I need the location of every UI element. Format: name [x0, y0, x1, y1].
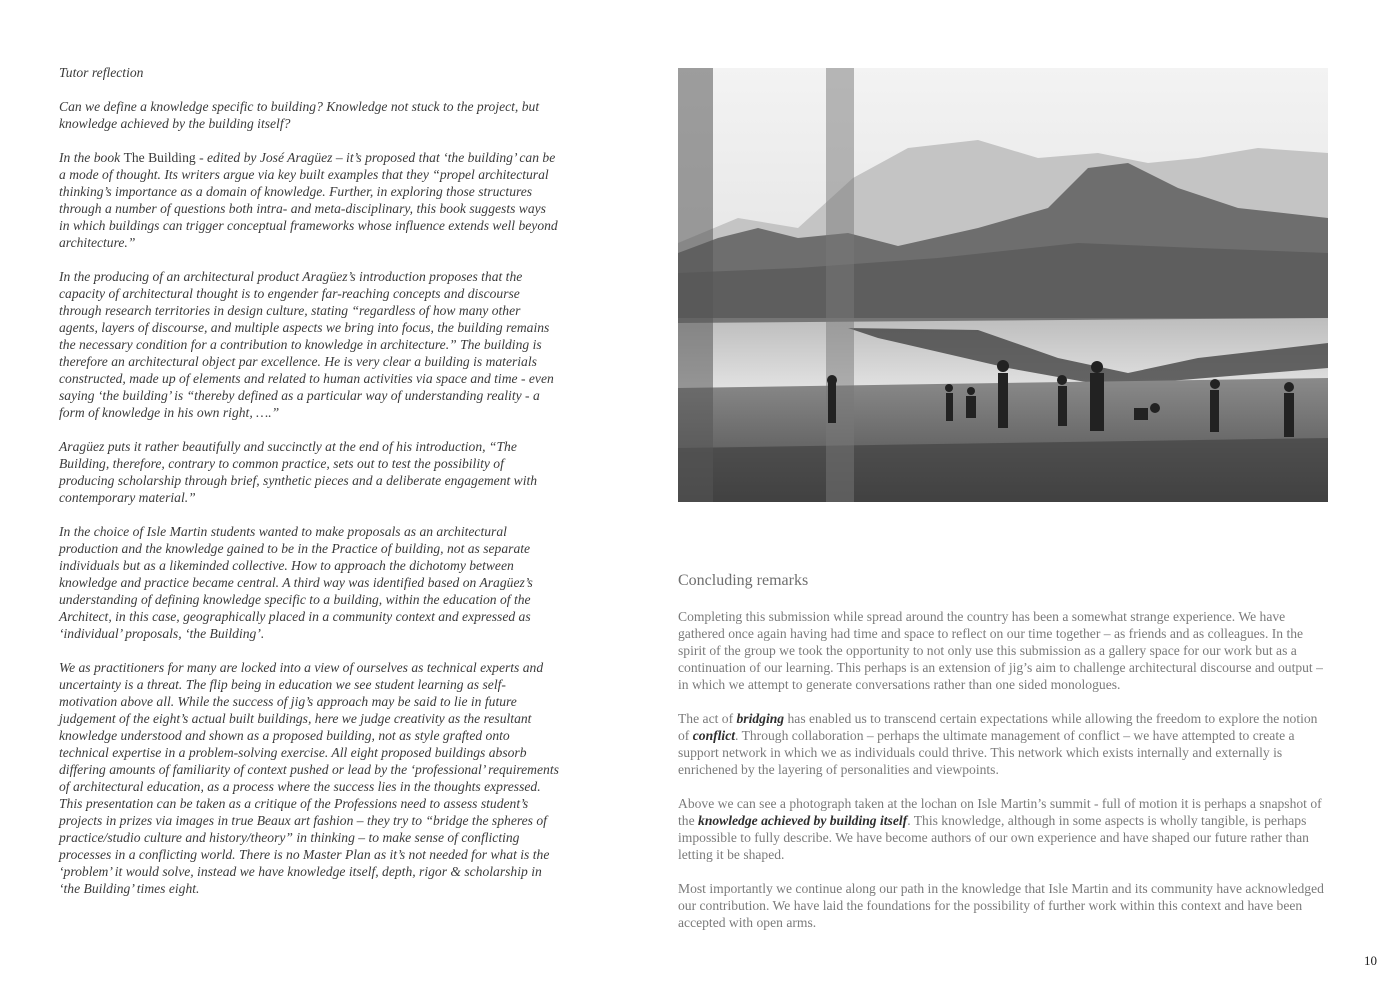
- concluding-paragraph-4: Most importantly we continue along our path in the knowledge that Isle Martin and its community have acknowledged our contribution. We have laid the foundations for the possibility of further work within this context and have been accepted with open arms.: [678, 881, 1324, 930]
- tutor-paragraph-6: We as practitioners for many are locked into a view of ourselves as technical experts and uncertainty is a threat. The flip being in education we see student learning as self-motivation above all. While the success of jig’s approach may be said to lie in future judgement of the eight’s actual built buildings, here we judge creativity as the resultant knowledge understood and shown as a proposed building, not as style grafted onto technical expertise in a problem-solving exercise. All eight proposed buildings absorb differing amounts of familiarity of context pushed or lead by the ‘professional’ requirements of architectural education, as a process where the success lies in the thoughts expressed. This presentation can be taken as a critique of the Professions need to assess student’s projects in prizes via images in true Beaux art fashion – they try to “bridge the spheres of practice/studio culture and history/theory” in thinking – to make sense of conflicting processes in a conflicting world. There is no Master Plan as it’s not needed for what is the ‘problem’ it would solve, instead we have knowledge itself, depth, rigor & scholarship in ‘the Building’ times eight.: [59, 660, 559, 896]
- concluding-paragraph-2-part-c: has enabled us to transcend certain expectations while allowing the freedom to explore the notion of: [678, 711, 1318, 743]
- tutor-paragraph-2-rest: - edited by José Aragüez – it’s proposed that ‘the building’ can be a mode of thought. Its writers argue via key built examples that they “propel architectural thinking’s importance as a domain of knowledge. Further, in exploring those structures through a number of questions both intra- and meta-disciplinary, this book suggests ways in which buildings can trigger conceptual frameworks whose influence extends well beyond architecture.”: [59, 150, 558, 250]
- concluding-paragraph-2: [678, 710, 1330, 778]
- concluding-paragraph-3-part-c: . This knowledge, although in some aspects is wholly tangible, is perhaps impossible to fully describe. We have become authors of our own experience and have shaped our future rather than letting it be shaped.: [678, 813, 1309, 862]
- tutor-paragraph-1: Can we define a knowledge specific to building? Knowledge not stuck to the project, but knowledge achieved by the building itself?: [59, 99, 540, 131]
- bridging-emphasis: bridging: [736, 711, 785, 726]
- knowledge-emphasis: knowledge achieved by building itself: [698, 813, 908, 828]
- lochan-group-photograph: [678, 68, 1328, 502]
- tutor-paragraph-2: [59, 149, 559, 251]
- tutor-paragraph-2-intro: In the book: [59, 150, 124, 165]
- concluding-paragraph-3-part-a: Above we can see a photograph taken at the lochan on Isle Martin’s summit - full of motion it is perhaps a snapshot of the: [678, 796, 1322, 828]
- concluding-remarks-heading: Concluding remarks: [678, 572, 809, 589]
- photo-illustration: [678, 68, 1328, 502]
- concluding-paragraph-2-part-e: . Through collaboration – perhaps the ultimate management of conflict – we have attempted to create a support network in which we as individuals could thrive. This network which exists internally and externally is enrichened by the layering of personalities and viewpoints.: [678, 728, 1295, 777]
- concluding-paragraph-1: Completing this submission while spread around the country has been a somewhat strange experience. We have gathered once again having had time and space to reflect on our time together – as friends and as colleagues. In the spirit of the group we took the opportunity to not only use this submission as a gallery space for our work but as a continuation of our learning. This perhaps is an extension of jig’s aim to challenge architectural discourse and output – in which we attempt to generate conversations rather than one sided monologues.: [678, 609, 1323, 692]
- conflict-emphasis: conflict: [692, 728, 736, 743]
- concluding-paragraph-3: [678, 795, 1330, 863]
- tutor-reflection-heading: Tutor reflection: [59, 65, 144, 80]
- concluding-paragraph-2-part-a: The act of: [678, 711, 737, 726]
- page-number: 10: [1364, 953, 1377, 968]
- tutor-reflection-column: [59, 64, 559, 914]
- tutor-paragraph-3: In the producing of an architectural product Aragüez’s introduction proposes that the capacity of architectural thought is to engender far-reaching concepts and discourse through research territories in design culture, stating “regardless of how many other agents, layers of discourse, and multiple aspects we bring into focus, the building remains the necessary condition for a contribution to knowledge in architecture.” The building is therefore an architectural object par excellence. He is very clear a building is materials constructed, made up of elements and related to human activities via space and time - even saying ‘the building’ is “thereby defined as a particular way of understanding reality - a form of knowledge in his own right, ….”: [59, 269, 554, 420]
- book-title: The Building: [123, 150, 196, 165]
- tutor-paragraph-5: In the choice of Isle Martin students wanted to make proposals as an architectural production and the knowledge gained to be in the Practice of building, not as separate individuals but as a likeminded collective. How to approach the dichotomy between knowledge and practice became central. A third way was identified based on Aragüez’s understanding of defining knowledge specific to a building, within the education of the Architect, in this case, geographically placed in a community context and expressed as ‘individual’ proposals, ‘the Building’.: [59, 524, 533, 641]
- concluding-remarks-section: [678, 571, 1330, 948]
- tutor-paragraph-4: Aragüez puts it rather beautifully and succinctly at the end of his introduction, “The Building, therefore, contrary to common practice, sets out to test the possibility of producing scholarship through brief, synthetic pieces and a deliberate engagement with contemporary material.”: [59, 439, 538, 505]
